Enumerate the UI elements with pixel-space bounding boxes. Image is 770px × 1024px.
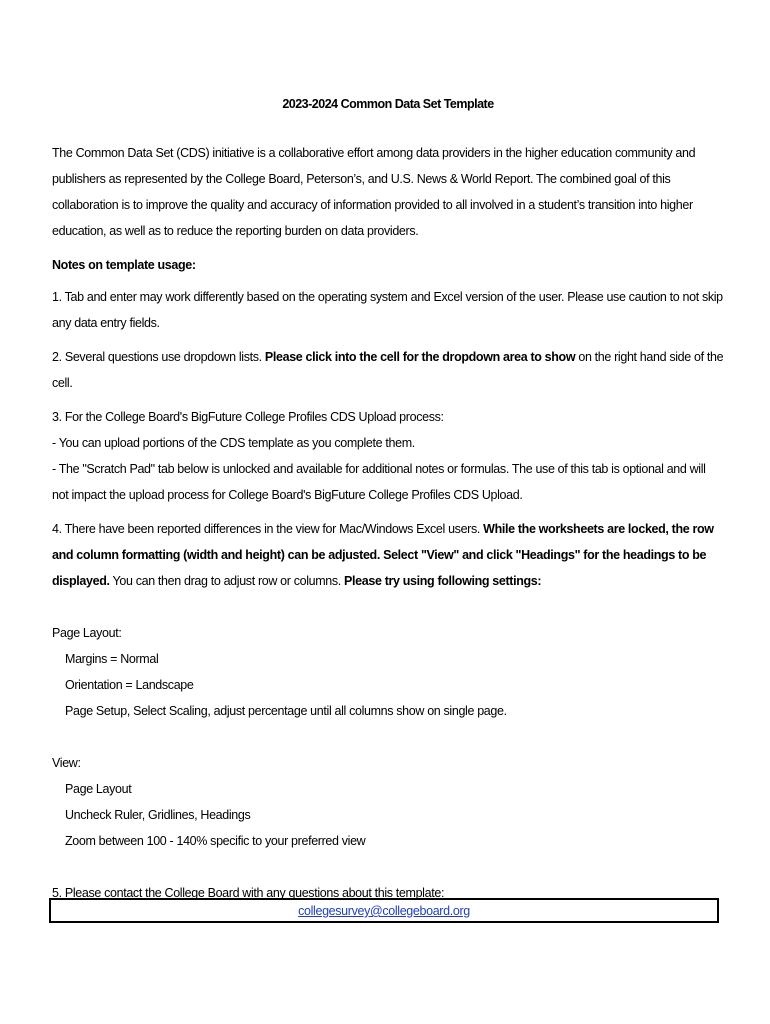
note-2 [52,344,724,396]
note-4-prefix: 4. There have been reported differences in the view for Mac/Windows Excel users. [52,522,484,536]
view-settings [52,750,724,854]
notes-heading: Notes on template usage: [52,258,196,272]
note-3-line-1: 3. For the College Board's BigFuture College Profiles CDS Upload process: [52,410,444,424]
contact-email-box [49,898,719,923]
page-layout-item: Margins = Normal [65,652,159,666]
view-item: Zoom between 100 - 140% specific to your preferred view [65,834,366,848]
page-layout-settings [52,620,724,724]
note-4 [52,516,724,594]
note-3-line-2: - You can upload portions of the CDS template as you complete them. [52,436,415,450]
note-4-bold-2: Please try using following settings: [344,574,542,588]
intro-paragraph: The Common Data Set (CDS) initiative is a collaborative effort among data providers in the higher education community and publishers as represented by the College Board, Peterson’s, and U.S. News & World Report. The combined goal of this collaboration is to improve the quality and accuracy of information provided to all involved in a student’s transition into higher education, as well as to reduce the reporting burden on data providers. [52,146,696,238]
note-2-suffix: on the right hand side of the cell. [52,350,724,390]
view-item: Page Layout [65,782,132,796]
note-3 [52,404,724,508]
note-5: 5. Please contact the College Board with any questions about this template: [52,886,445,900]
note-1: 1. Tab and enter may work differently based on the operating system and Excel version of the user. Please use caution to not skip any data entry fields. [52,290,723,330]
note-2-prefix: 2. Several questions use dropdown lists. [52,350,265,364]
page-layout-item: Orientation = Landscape [65,678,194,692]
view-heading: View: [52,756,81,770]
note-4-middle: You can then drag to adjust row or columns. [109,574,345,588]
note-3-line-3: - The "Scratch Pad" tab below is unlocked and available for additional notes or formulas. The use of this tab is optional and will not impact the upload process for College Board's BigFuture College Profiles CDS Upload. [52,462,706,502]
note-2-bold: Please click into the cell for the dropdown area to show [264,350,576,364]
document-page [52,96,724,906]
page-layout-heading: Page Layout: [52,626,122,640]
view-item: Uncheck Ruler, Gridlines, Headings [65,808,251,822]
contact-email-link[interactable]: collegesurvey@collegeboard.org [298,904,470,918]
page-layout-item: Page Setup, Select Scaling, adjust percentage until all columns show on single page. [65,704,507,718]
note-4-bold-1: While the worksheets are locked, the row and column formatting (width and height) can be adjusted. Select "View" and click "Headings" for the headings to be displayed. [52,522,714,588]
document-title: 2023-2024 Common Data Set Template [282,97,494,111]
